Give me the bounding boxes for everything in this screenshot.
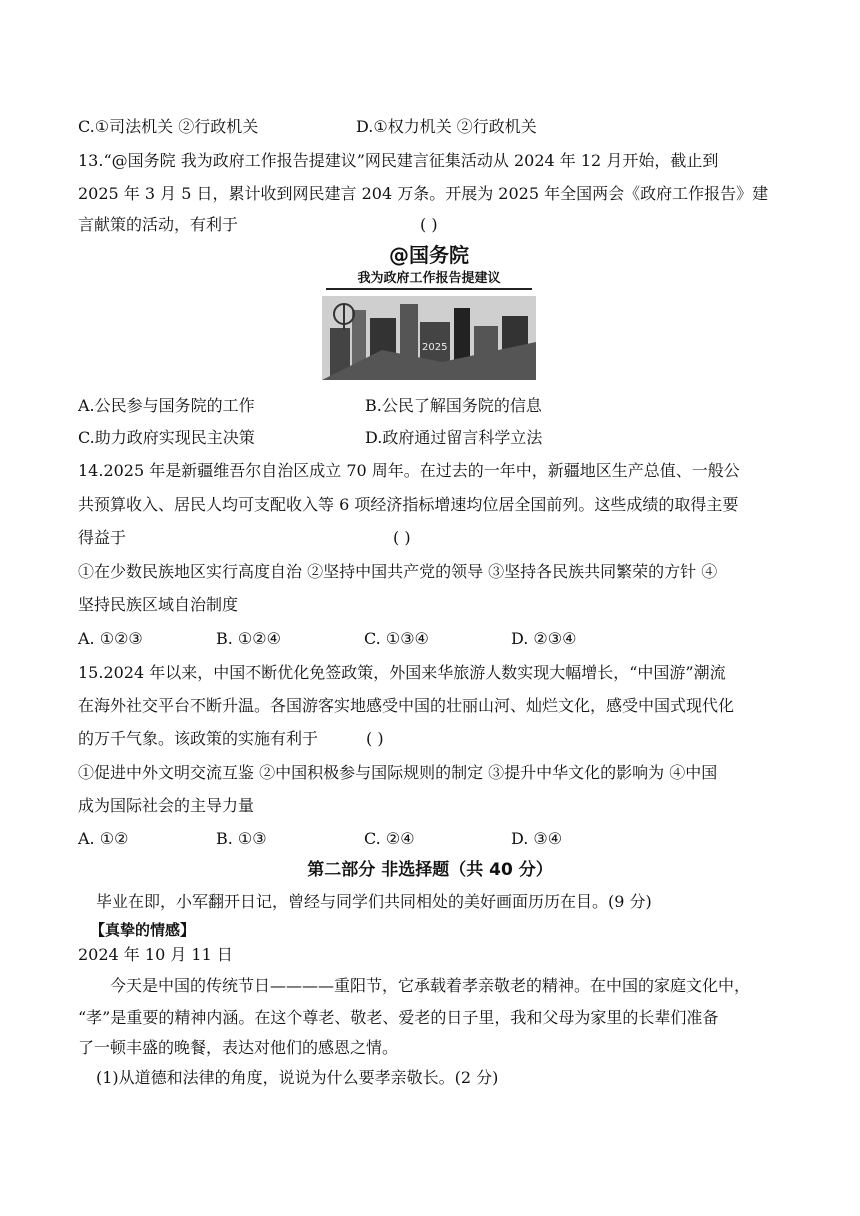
q15-option-d: D. ③④: [511, 829, 563, 848]
q14-stem-line1: 14.2025 年是新疆维吾尔自治区成立 70 周年。在过去的一年中，新疆地区生产总值、一般公: [78, 461, 740, 480]
q15-stem-line2: 在海外社交平台不断升温。各国游客实地感受中国的壮丽山河、灿烂文化，感受中国式现代化: [78, 696, 735, 715]
q12-option-c: C.①司法机关 ②行政机关: [78, 117, 259, 136]
q14-stem-line3: 得益于: [78, 528, 127, 547]
q14-option-d: D. ②③④: [511, 629, 577, 648]
q14-option-a: A. ①②③: [78, 629, 143, 648]
q13-option-c: C.助力政府实现民主决策: [78, 428, 255, 447]
poster-year: 2025: [422, 342, 448, 353]
q13-poster-image: [322, 238, 536, 380]
q14-items-line1: ①在少数民族地区实行高度自治 ②坚持中国共产党的领导 ③坚持各民族共同繁荣的方针 ④: [78, 562, 718, 581]
q13-stem-line1: 13.“@国务院 我为政府工作报告提建议”网民建言征集活动从 2024 年 12 月开始，截止到: [78, 151, 719, 170]
q13-stem-line3: 言献策的活动，有利于: [78, 215, 239, 234]
q15-option-c: C. ②④: [364, 829, 415, 848]
q14-stem-line2: 共预算收入、居民人均可支配收入等 6 项经济指标增速均位居全国前列。这些成绩的取得主要: [78, 495, 739, 514]
q13-stem-line2: 2025 年 3 月 5 日，累计收到网民建言 204 万条。开展为 2025 年全国两会《政府工作报告》建: [78, 184, 769, 203]
poster-title: @国务院: [389, 243, 469, 267]
q13-option-a: A.公民参与国务院的工作: [78, 396, 255, 415]
diary-date: 2024 年 10 月 11 日: [78, 945, 233, 964]
diary-line1: 今天是中国的传统节日————重阳节，它承载着孝亲敬老的精神。在中国的家庭文化中，: [110, 976, 751, 995]
q15-stem-line1: 15.2024 年以来，中国不断优化免签政策，外国来华旅游人数实现大幅增长，“中国游”潮流: [78, 663, 726, 682]
q15-items-line2: 成为国际社会的主导力量: [78, 796, 255, 815]
q13-answer-paren: ( ): [420, 215, 438, 234]
q13-option-d: D.政府通过留言科学立法: [365, 428, 543, 447]
diary-line2: “孝”是重要的精神内涵。在这个尊老、敬老、爱老的日子里，我和父母为家里的长辈们准备: [78, 1008, 719, 1027]
q13-option-b: B.公民了解国务院的信息: [365, 396, 542, 415]
q15-option-a: A. ①②: [78, 829, 129, 848]
q15-stem-line3: 的万千气象。该政策的实施有利于: [78, 729, 319, 748]
question-1: (1)从道德和法律的角度，说说为什么要孝亲敬长。(2 分): [96, 1068, 499, 1087]
q14-answer-paren: ( ): [393, 528, 411, 547]
q14-option-b: B. ①②④: [216, 629, 281, 648]
q12-option-d: D.①权力机关 ②行政机关: [356, 117, 537, 136]
part2-intro: 毕业在即，小军翻开日记，曾经与同学们共同相处的美好画面历历在目。(9 分): [96, 892, 652, 911]
poster-subtitle: 我为政府工作报告提建议: [357, 271, 501, 286]
q15-option-b: B. ①③: [216, 829, 267, 848]
q14-items-line2: 坚持民族区域自治制度: [78, 595, 239, 614]
section-title: 【真挚的情感】: [90, 921, 196, 939]
q15-answer-paren: ( ): [366, 729, 384, 748]
q14-option-c: C. ①③④: [364, 629, 429, 648]
q15-items-line1: ①促进中外文明交流互鉴 ②中国积极参与国际规则的制定 ③提升中华文化的影响为 ④中国: [78, 763, 718, 782]
diary-line3: 了一顿丰盛的晚餐，表达对他们的感恩之情。: [78, 1038, 399, 1057]
poster-illustration: [322, 238, 536, 380]
part2-heading: 第二部分 非选择题（共 40 分）: [307, 860, 553, 880]
